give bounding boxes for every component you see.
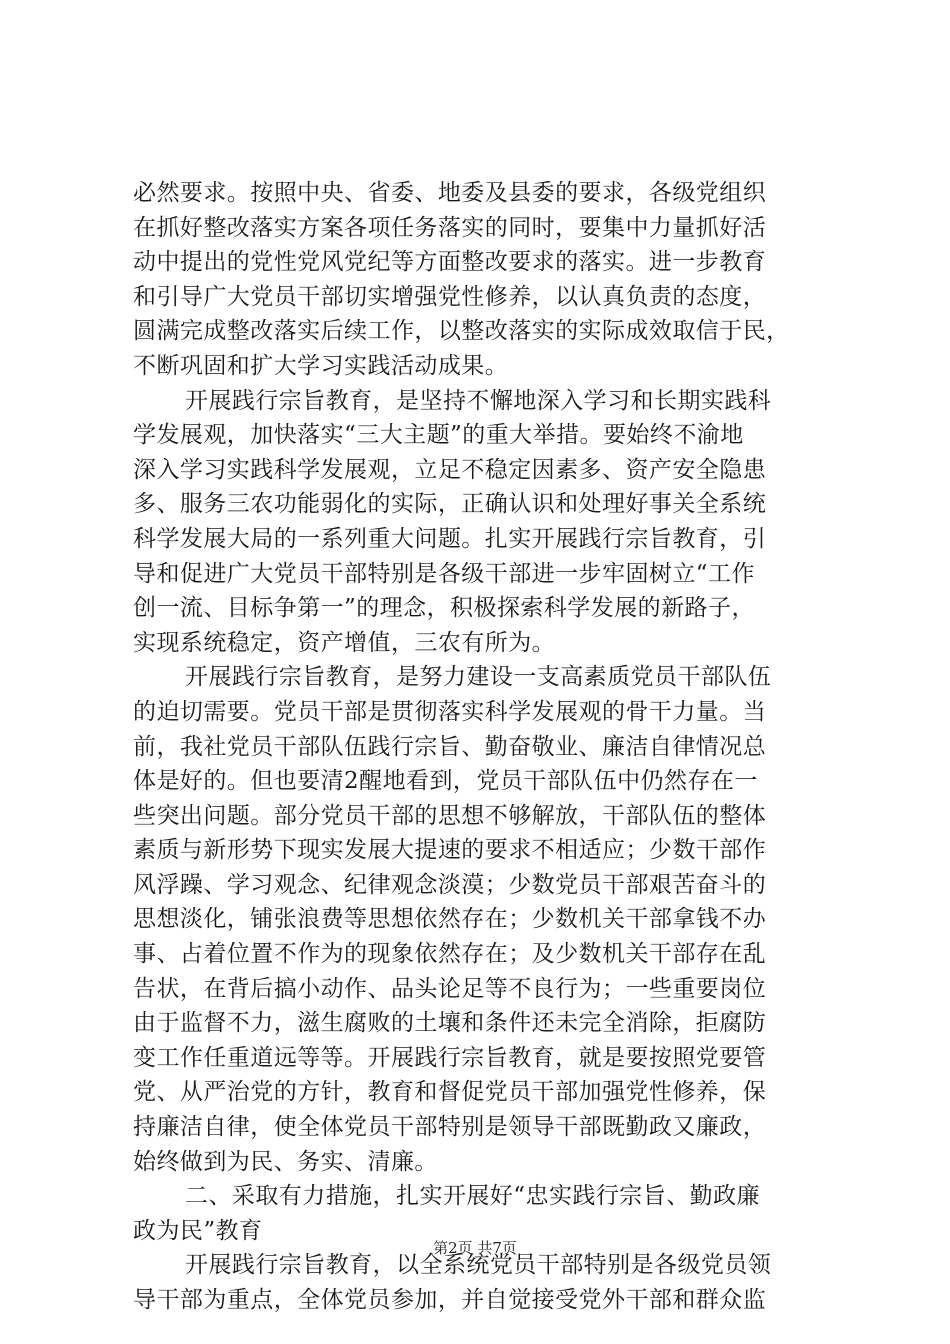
- text-line: 持廉洁自律，使全体党员干部特别是领导干部既勤政又廉政，: [133, 1114, 767, 1141]
- text-line: 事、占着位置不作为的现象依然存在；及少数机关干部存在乱: [133, 941, 767, 968]
- text-line: 科学发展大局的一系列重大问题。扎实开展践行宗旨教育，引: [133, 525, 767, 552]
- text-line: 政为民”教育: [133, 1217, 263, 1244]
- text-line: 圆满完成整改落实后续工作，以整改落实的实际成效取信于民，: [133, 318, 790, 345]
- text-line: 导干部为重点，全体党员参加，并自觉接受党外干部和群众监: [133, 1287, 767, 1313]
- text-line: 深入学习实践科学发展观，立足不稳定因素多、资产安全隐患: [133, 456, 767, 483]
- text-line: 创一流、目标争第一”的理念，积极探索科学发展的新路子，: [133, 595, 755, 622]
- text-line: 由于监督不力，滋生腐败的土壤和条件还未完全消除，拒腐防: [133, 1010, 767, 1037]
- text-line: 和引导广大党员干部切实增强党性修养，以认真负责的态度，: [133, 283, 767, 310]
- text-line: 不断巩固和扩大学习实践活动成果。: [133, 352, 509, 379]
- text-line: 变工作任重道远等等。开展践行宗旨教育，就是要按照党要管: [133, 1044, 767, 1071]
- text-line: 导和促进广大党员干部特别是各级干部进一步牢固树立“工作: [133, 560, 755, 587]
- text-line: 风浮躁、学习观念、纪律观念淡漠；少数党员干部艰苦奋斗的: [133, 871, 767, 898]
- text-line: 学发展观，加快落实“三大主题”的重大举措。要始终不渝地: [133, 422, 744, 449]
- text-line: 告状，在背后搞小动作、品头论足等不良行为；一些重要岗位: [133, 975, 767, 1002]
- text-line: 二、采取有力措施，扎实开展好“忠实践行宗旨、勤政廉: [185, 1183, 761, 1210]
- text-line: 思想淡化，铺张浪费等思想依然存在；少数机关干部拿钱不办: [133, 906, 767, 933]
- text-line: 始终做到为民、务实、清廉。: [133, 1148, 438, 1175]
- text-line: 开展践行宗旨教育，是坚持不懈地深入学习和长期实践科: [185, 387, 772, 414]
- text-line: 实现系统稳定，资产增值，三农有所为。: [133, 629, 556, 656]
- text-line: 必然要求。按照中央、省委、地委及县委的要求，各级党组织: [133, 180, 767, 206]
- text-line: 素质与新形势下现实发展大提速的要求不相适应；少数干部作: [133, 837, 767, 864]
- text-line: 多、服务三农功能弱化的实际，正确认识和处理好事关全系统: [133, 491, 767, 518]
- text-line: 在抓好整改落实方案各项任务落实的同时，要集中力量抓好活: [133, 214, 767, 241]
- text-line: 动中提出的党性党风党纪等方面整改要求的落实。进一步教育: [133, 249, 767, 276]
- text-line: 党、从严治党的方针，教育和督促党员干部加强党性修养，保: [133, 1079, 767, 1106]
- text-line: 开展践行宗旨教育，以全系统党员干部特别是各级党员领: [185, 1252, 772, 1279]
- text-line: 开展践行宗旨教育，是努力建设一支高素质党员干部队伍: [185, 664, 772, 691]
- document-body: [133, 176, 845, 1318]
- text-line: 些突出问题。部分党员干部的思想不够解放，干部队伍的整体: [133, 802, 767, 829]
- text-line: 的迫切需要。党员干部是贯彻落实科学发展观的骨干力量。当: [133, 698, 767, 725]
- page-footer: 第2页 共7页: [433, 1239, 517, 1257]
- text-line: 前，我社党员干部队伍践行宗旨、勤奋敬业、廉洁自律情况总: [133, 733, 767, 760]
- text-line: 体是好的。但也要清2醒地看到，党员干部队伍中仍然存在一: [133, 768, 758, 795]
